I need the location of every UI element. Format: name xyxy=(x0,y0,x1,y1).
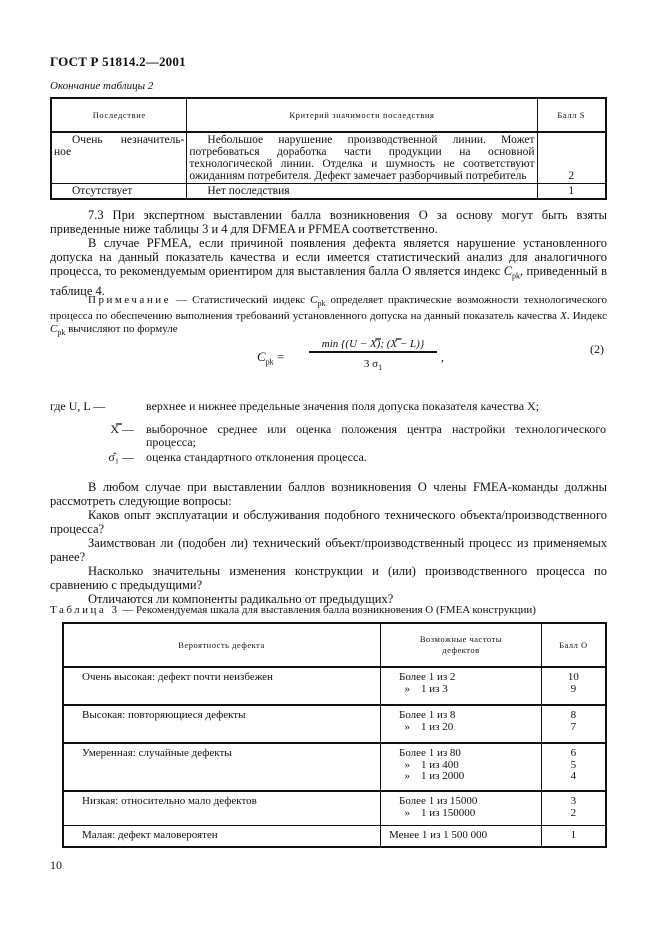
legend-item xyxy=(50,400,607,414)
formula-lhs-subscript: pk xyxy=(265,357,274,367)
question-item xyxy=(50,536,607,564)
question-text: Насколько значительны изменения конструкции и (или) производственного процесса по сравнению с предыдущими? xyxy=(50,564,607,592)
note-text: — Статистический индекс xyxy=(170,294,311,306)
note-text: определяет практические возможности технологического процесса по обеспечению выполнения требований установленного допуска на данный показатель качества xyxy=(50,294,607,323)
table2-score: 2 xyxy=(537,132,606,184)
table3-header-score: Балл О xyxy=(541,623,606,667)
legend-text: верхнее и нижнее предельные значения поля допуска показателя качества X; xyxy=(146,399,540,413)
formula-number: (2) xyxy=(590,342,604,356)
table2-score: 1 xyxy=(537,184,606,200)
frequency-value: » 1 из 150000 xyxy=(399,806,476,819)
table3-probability: Малая: дефект маловероятен xyxy=(63,825,381,847)
table-3 xyxy=(62,622,607,848)
table3-scores xyxy=(541,791,606,825)
cpk-subscript: pk xyxy=(57,328,66,338)
table-row xyxy=(63,705,606,743)
formula-cpk xyxy=(257,336,444,386)
cpk-subscript: pk xyxy=(512,271,521,281)
cpk-symbol: C xyxy=(310,294,318,306)
table3-probability: Высокая: повторяющиеся дефекты xyxy=(63,705,381,743)
table2-caption: Окончание таблицы 2 xyxy=(50,80,154,92)
table-row xyxy=(51,184,606,200)
question-text: Каков опыт эксплуатации и обслуживания подобного технического объекта/производственного процесса? xyxy=(50,508,607,536)
formula-lhs-symbol: C xyxy=(257,349,266,364)
formula-denominator-subscript: 1 xyxy=(378,363,383,373)
table3-scores xyxy=(541,705,606,743)
table3-scores xyxy=(541,667,606,705)
table3-probability: Низкая: относительно мало дефектов xyxy=(63,791,381,825)
table-row xyxy=(63,667,606,705)
table3-caption xyxy=(50,604,607,617)
formula-numerator: min {(U − X̿); (X̿ − L)} xyxy=(309,338,437,353)
legend-symbol: X̿ — xyxy=(110,422,134,436)
question-item xyxy=(50,508,607,536)
score-value: 1 xyxy=(570,828,577,841)
table-row xyxy=(63,791,606,825)
table3-caption-label: Таблица 3 xyxy=(50,604,120,616)
table-2 xyxy=(50,97,607,200)
frequency-value: » 1 из 3 xyxy=(399,682,448,695)
table3-scores xyxy=(541,825,606,847)
legend-text: выборочное среднее или оценка положения центра настройки технологического процесса; xyxy=(146,422,606,449)
table-row xyxy=(63,743,606,791)
paragraph-pfmea xyxy=(50,236,607,298)
paragraph-text: 7.3 При экспертном выставлении балла возникновения О за основу могут быть взяты приведенные ниже таблицы 3 и 4 для DFMEA и PFMEA соответственно. xyxy=(50,208,607,236)
table2-criterion: Нет последствия xyxy=(187,184,537,200)
table2-effect: Отсутствует xyxy=(51,184,187,200)
frequency-value: Более 1 из 2 xyxy=(399,671,456,683)
frequency-value: Менее 1 из 1 500 000 xyxy=(389,828,488,841)
score-value: 5 xyxy=(570,758,577,771)
table3-probability: Очень высокая: дефект почти неизбежен xyxy=(63,667,381,705)
table3-probability: Умеренная: случайные дефекты xyxy=(63,743,381,791)
table3-frequencies xyxy=(381,743,542,791)
score-value: 2 xyxy=(570,806,577,819)
question-item xyxy=(50,564,607,592)
score-value: 9 xyxy=(570,682,577,695)
score-value: 7 xyxy=(570,720,577,733)
score-value: 4 xyxy=(570,770,577,782)
legend-item xyxy=(50,451,607,465)
formula-comma: , xyxy=(441,350,444,364)
note xyxy=(50,294,607,339)
page-number: 10 xyxy=(50,858,62,872)
x-symbol: X xyxy=(560,310,567,323)
score-value: 6 xyxy=(570,747,577,759)
table3-frequencies xyxy=(381,667,542,705)
table3-frequencies xyxy=(381,791,542,825)
table-row xyxy=(51,132,606,184)
table3-caption-text: — Рекомендуемая шкала для выставления балла возникновения О (FMEA конструкции) xyxy=(119,604,536,616)
frequency-value: » 1 из 2000 xyxy=(399,770,465,782)
paragraph-7-3 xyxy=(50,208,607,236)
document-code: ГОСТ Р 51814.2—2001 xyxy=(50,54,186,69)
legend-text: оценка стандартного отклонения процесса. xyxy=(146,450,367,464)
legend-item xyxy=(50,423,607,451)
frequency-value: » 1 из 20 xyxy=(399,720,454,733)
question-text: Отличаются ли компоненты радикально от предыдущих? xyxy=(88,592,394,606)
frequency-value: Более 1 из 80 xyxy=(399,747,461,759)
formula-denominator xyxy=(309,358,437,372)
legend-symbol: где U, L — xyxy=(50,399,106,413)
table2-effect: Очень незначитель-ное xyxy=(51,132,187,184)
score-value: 3 xyxy=(570,795,577,807)
table2-header-criterion: Критерий значимости последствия xyxy=(187,98,537,132)
score-value: 10 xyxy=(567,671,579,683)
table3-header-probability: Вероятность дефекта xyxy=(63,623,381,667)
table2-header-effect: Последствие xyxy=(51,98,187,132)
note-text: вычисляют по формуле xyxy=(65,323,178,336)
cpk-symbol: C xyxy=(503,264,513,278)
cpk-subscript: pk xyxy=(317,299,326,309)
paragraph-text: В случае PFMEA, если причиной появления дефекта является нарушение установленного допуска на данный показатель качества и если имеется статистический анализ для аналогичного процесса, то рекомендуемым ориентиром для выставления балла О является индекс xyxy=(50,236,607,278)
formula-denominator-text: 3 σ xyxy=(363,358,379,370)
paragraph-text: В любом случае при выставлении баллов возникновения О члены FMEA-команды должны рассмотреть следующие вопросы: xyxy=(50,480,607,508)
cpk-symbol: C xyxy=(50,323,58,336)
table3-scores xyxy=(541,743,606,791)
table3-frequencies xyxy=(381,705,542,743)
formula-lhs: $C_{pk}$ = xyxy=(257,349,285,367)
score-value: 8 xyxy=(570,709,577,721)
note-label: Примечание xyxy=(88,294,171,306)
frequency-value: Более 1 из 15000 xyxy=(399,795,478,807)
legend-symbol: σ̂₁ — xyxy=(108,450,134,464)
table2-header-score: Балл S xyxy=(537,98,606,132)
table-row xyxy=(63,825,606,847)
questions-intro xyxy=(50,480,607,508)
table3-header-frequency: Возможные частоты дефектов xyxy=(381,623,542,667)
table2-criterion: Небольшое нарушение производственной линии. Может потребоваться доработка части продукции на основной технологической линии. Отделка и шумность не соответствуют ожиданиям потребителя. Дефект замечает разборчивый потребитель xyxy=(187,132,537,184)
paragraph-text: , приведенный в таблице 4. xyxy=(50,264,607,298)
note-text: . Индекс xyxy=(566,310,607,323)
frequency-value: Более 1 из 8 xyxy=(399,709,456,721)
table3-frequencies xyxy=(381,825,542,847)
frequency-value: » 1 из 400 xyxy=(399,758,459,771)
question-text: Заимствован ли (подобен ли) технический объект/производственный процесс из применяемых ранее? xyxy=(50,536,607,564)
